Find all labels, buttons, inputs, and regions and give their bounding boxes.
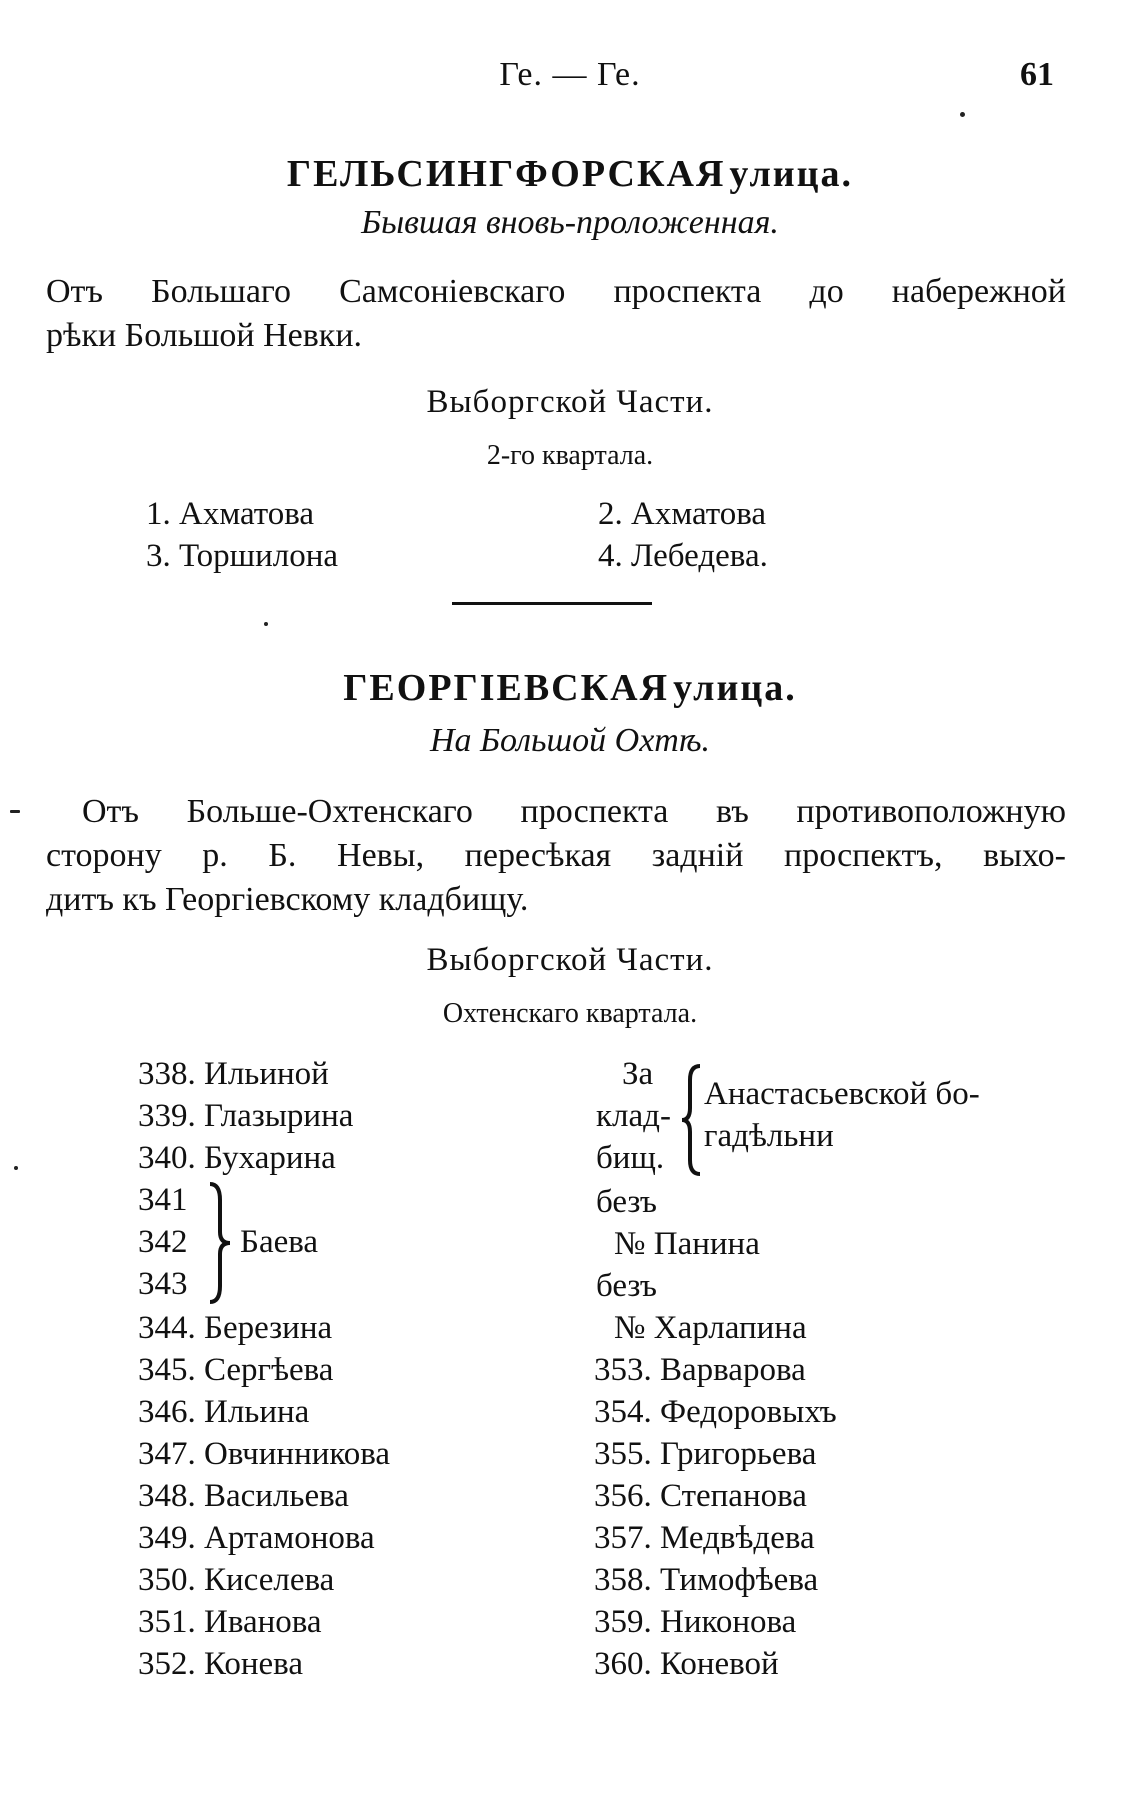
section1-title-caps: ГЕЛЬСИНГФОРСКАЯ: [286, 153, 726, 195]
list-item: 346. Ильина: [138, 1394, 310, 1430]
list-item: 359. Никонова: [594, 1604, 797, 1640]
section2-subtitle: На Большой Охтѣ.: [429, 722, 711, 759]
section1-district: Выборгской Части.: [426, 384, 714, 420]
list-item: 338. Ильиной: [138, 1056, 329, 1092]
section1-description-line: Отъ Большаго Самсоніевскаго проспекта до набережной: [46, 273, 1066, 310]
list-item: 353. Варварова: [594, 1352, 806, 1388]
section2-description-line: сторону р. Б. Невы, пересѣкая заднiй проспектъ, выхо-: [46, 837, 1066, 874]
cemetery-owner: гадѣльни: [704, 1118, 834, 1154]
list-item: 355. Григорьева: [594, 1436, 817, 1472]
list-item: 339. Глазырина: [138, 1098, 354, 1134]
section2-description-line: Отъ Больше-Охтенскаго проспекта въ противоположную: [82, 793, 1066, 830]
section2-quarter: Охтенскаго квартала.: [442, 998, 698, 1029]
list-item: 351. Иванова: [138, 1604, 322, 1640]
list-item: 340. Бухарина: [138, 1140, 336, 1176]
section1-quarter: 2-го квартала.: [486, 440, 654, 471]
cemetery-label: бищ.: [596, 1140, 665, 1176]
list-item: 348. Васильева: [138, 1478, 349, 1514]
list-item: № Харлапина: [614, 1310, 807, 1346]
cemetery-label: За: [622, 1056, 654, 1092]
list-item: 354. Федоровыхъ: [594, 1394, 837, 1430]
section1-entry: 1. Ахматова: [146, 496, 315, 532]
grouped-name: Баева: [240, 1224, 319, 1260]
page-number: 61: [1020, 56, 1054, 93]
list-item: 360. Коневой: [594, 1646, 779, 1682]
list-item: 352. Конева: [138, 1646, 303, 1682]
section2-title-kind: улица.: [673, 667, 797, 709]
section1-description-line: рѣки Большой Невки.: [46, 317, 363, 354]
cemetery-owner: Анастасьевской бо-: [704, 1076, 980, 1112]
section1-entry: 4. Лебедева.: [598, 538, 768, 574]
list-item: 356. Степанова: [594, 1478, 807, 1514]
list-item: безъ: [596, 1268, 657, 1304]
list-item: 345. Сергѣева: [138, 1352, 334, 1388]
list-item: № Панина: [614, 1226, 760, 1262]
list-item: 349. Артамонова: [138, 1520, 375, 1556]
scan-speck: [14, 1166, 18, 1170]
section2-title: [0, 666, 1140, 710]
list-item: 358. Тимофѣева: [594, 1562, 819, 1598]
section-divider: [452, 602, 652, 605]
section2-description: [46, 790, 1066, 922]
list-item: 357. Медвѣдева: [594, 1520, 815, 1556]
list-item: 350. Киселева: [138, 1562, 335, 1598]
section1-title: [0, 152, 1140, 196]
list-item: безъ: [596, 1184, 657, 1220]
section2-district: Выборгской Части.: [426, 942, 714, 978]
grouped-number: 343: [138, 1266, 188, 1302]
scan-speck: [10, 810, 20, 813]
section1-title-kind: улица.: [729, 153, 854, 195]
group-brace: [206, 1180, 234, 1311]
list-item: 347. Овчинникова: [138, 1436, 391, 1472]
section2-title-caps: ГЕОРГІЕВСКАЯ: [343, 667, 670, 709]
section1-subtitle: Бывшая вновь-проложенная.: [361, 204, 779, 241]
scan-speck: [960, 112, 965, 117]
section2-description-line: дитъ къ Георгіевскому кладбищу.: [46, 881, 529, 918]
scan-speck: [264, 622, 268, 626]
section1-description: [46, 270, 1066, 358]
running-head: Ге. — Ге.: [499, 56, 641, 93]
grouped-number: 341: [138, 1182, 188, 1218]
grouped-number: 342: [138, 1224, 188, 1260]
cemetery-brace: [680, 1062, 704, 1183]
section1-entry: 3. Торшилона: [146, 538, 339, 574]
section1-entry: 2. Ахматова: [598, 496, 767, 532]
list-item: 344. Березина: [138, 1310, 333, 1346]
cemetery-label: клад-: [596, 1098, 671, 1134]
